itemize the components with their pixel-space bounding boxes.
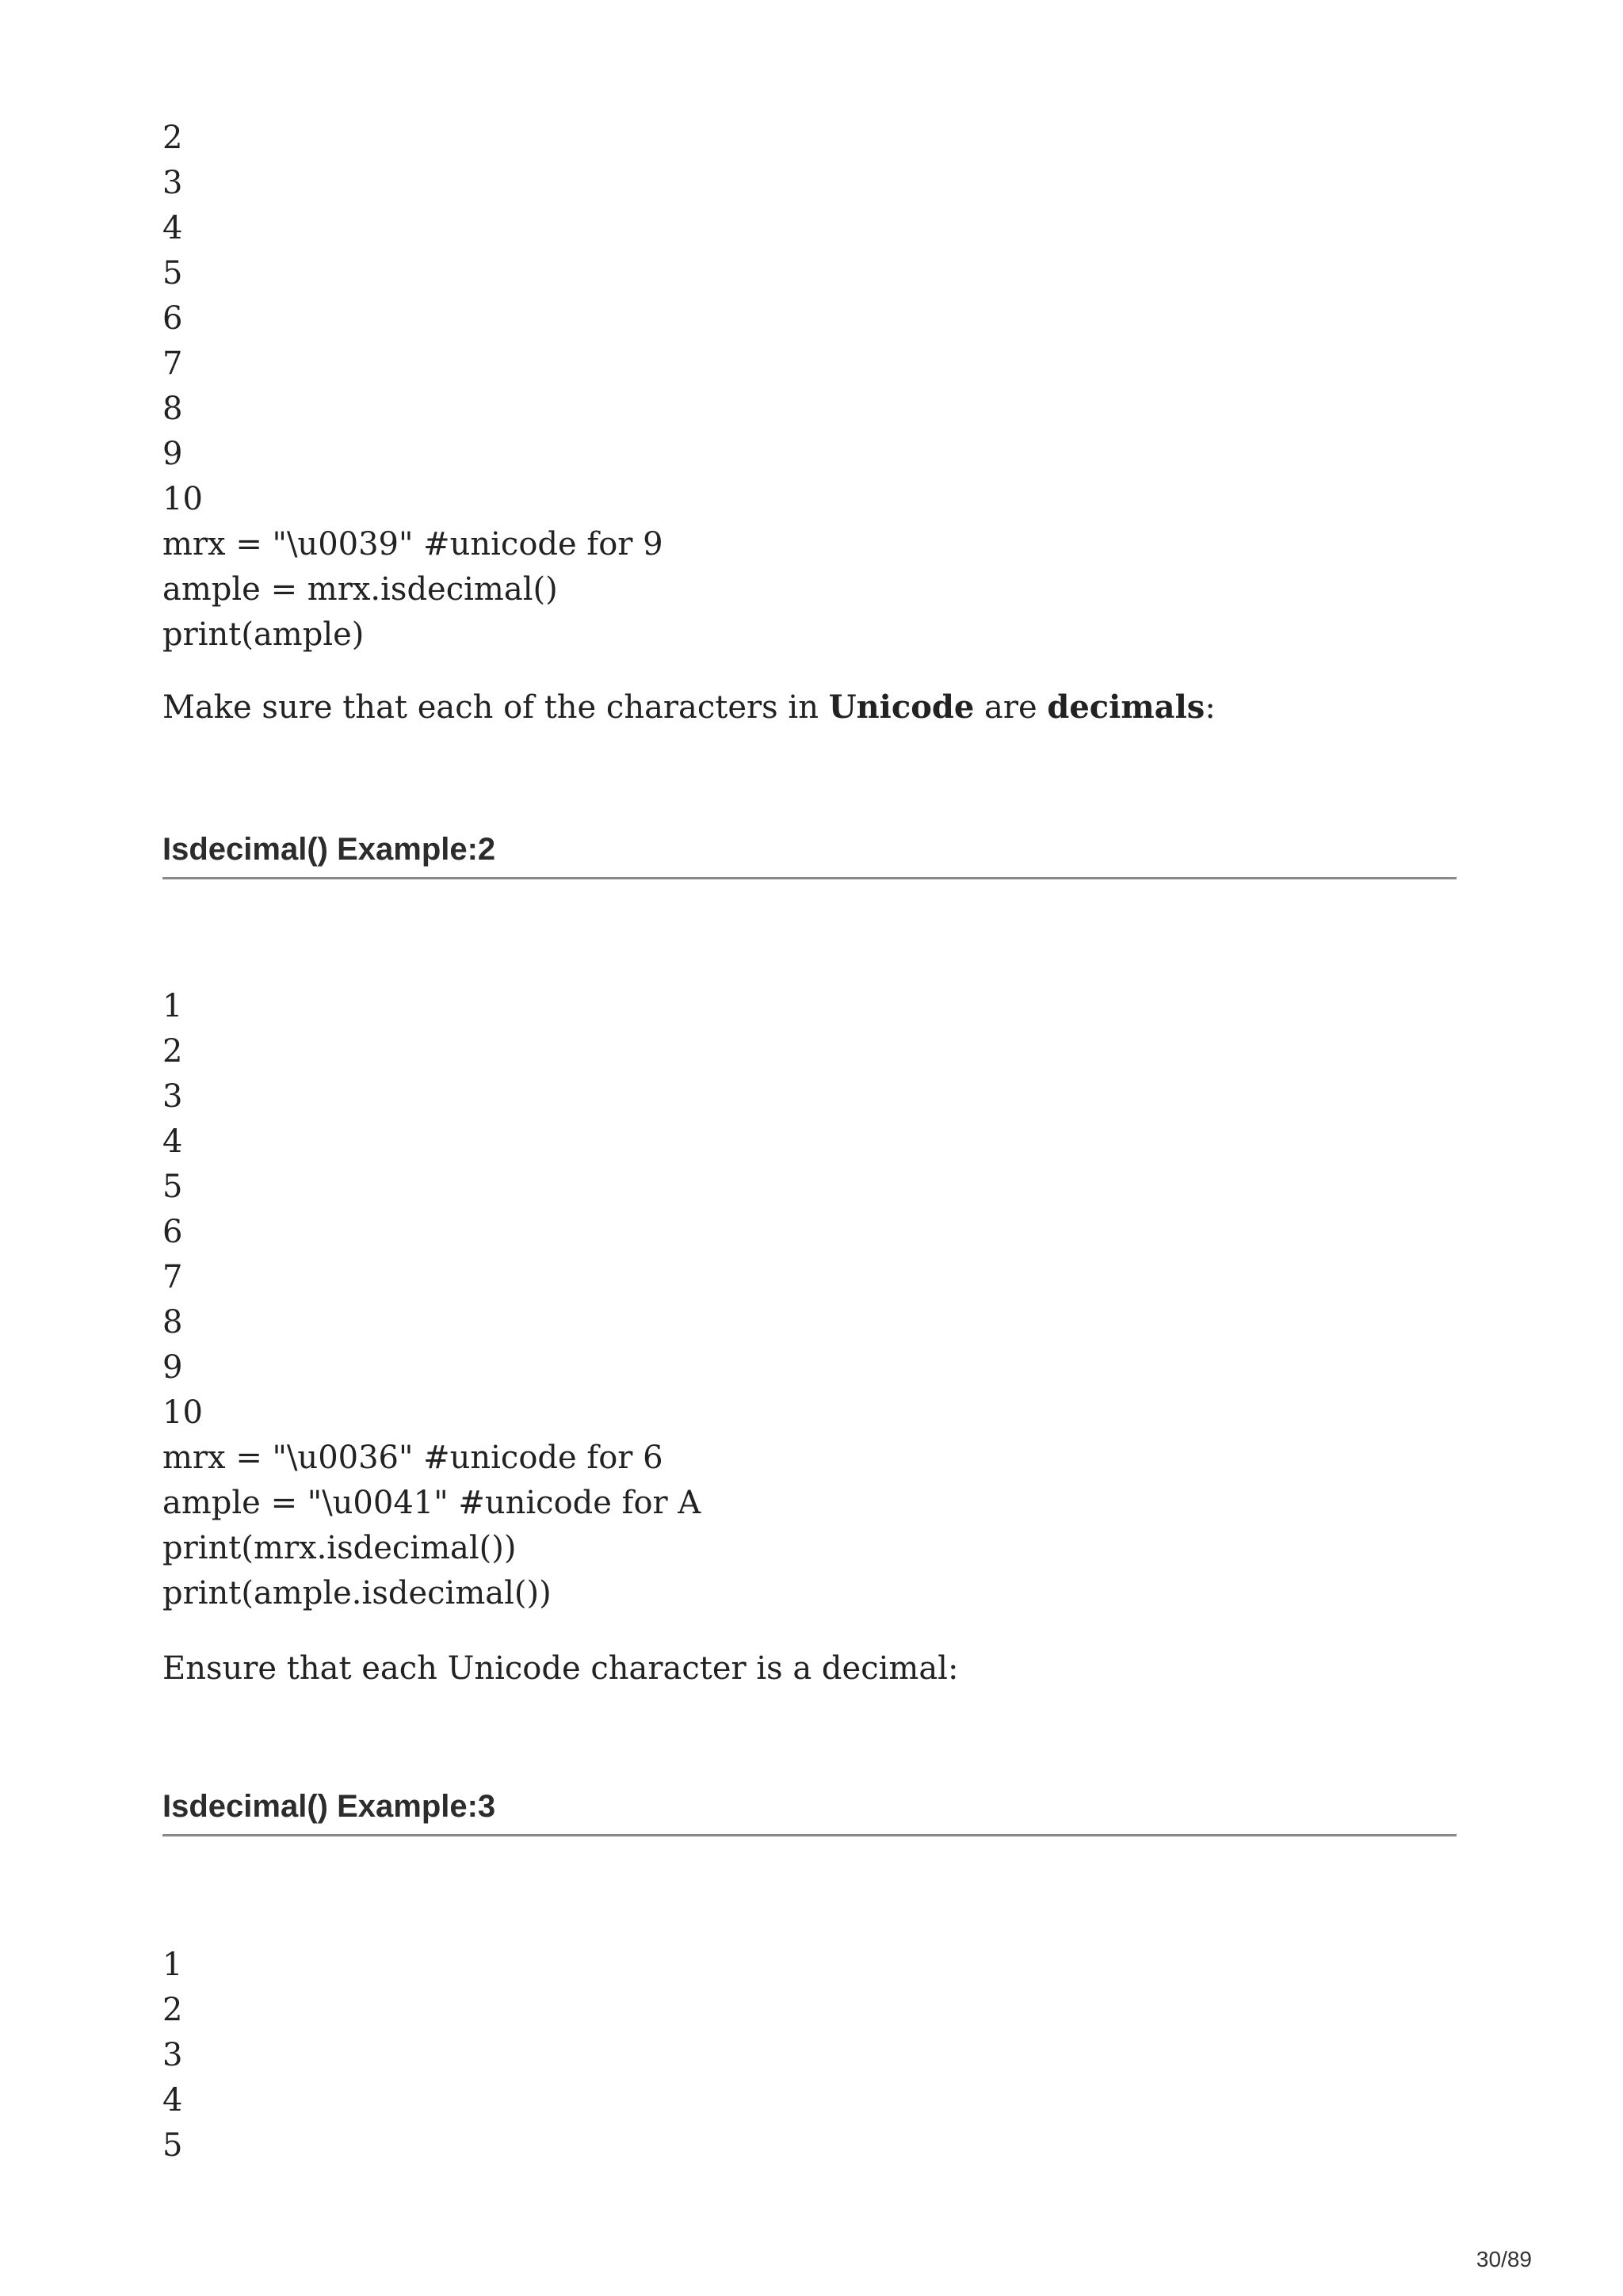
line-number: 2	[162, 120, 183, 156]
line-number: 4	[162, 1123, 183, 1160]
code-line: print(ample)	[162, 616, 365, 653]
code-line: print(mrx.isdecimal())	[162, 1530, 517, 1566]
description-bold-text: Unicode	[828, 688, 975, 726]
line-number: 5	[162, 255, 183, 292]
code-line: ample = "\u0041" #unicode for A	[162, 1485, 701, 1521]
line-number: 4	[162, 2082, 183, 2119]
description-text: are	[974, 689, 1048, 726]
line-number: 5	[162, 1169, 183, 1205]
code-listing-3	[162, 1943, 182, 2168]
line-number: 8	[162, 391, 183, 427]
section-heading-example-3: Isdecimal() Example:3	[162, 1789, 1457, 1836]
description-paragraph-2: Ensure that each Unicode character is a decimal:	[162, 1650, 959, 1687]
code-listing-1	[162, 116, 663, 658]
code-line: ample = mrx.isdecimal()	[162, 571, 558, 608]
description-text: :	[1205, 689, 1216, 726]
code-line: print(ample.isdecimal())	[162, 1575, 552, 1611]
description-paragraph-1	[162, 685, 1457, 730]
line-number: 9	[162, 436, 183, 472]
line-number: 10	[162, 481, 203, 517]
line-number: 5	[162, 2127, 183, 2164]
page-number: 30/89	[1476, 2247, 1532, 2271]
line-number: 2	[162, 1033, 183, 1070]
line-number: 9	[162, 1349, 183, 1386]
line-number: 3	[162, 1078, 183, 1115]
code-line: mrx = "\u0039" #unicode for 9	[162, 526, 663, 563]
line-number: 10	[162, 1394, 203, 1431]
line-number: 3	[162, 165, 183, 201]
description-bold-text: decimals	[1047, 688, 1205, 726]
line-number: 1	[162, 1947, 183, 1983]
line-number: 4	[162, 210, 183, 246]
line-number: 7	[162, 345, 183, 382]
line-number: 6	[162, 300, 183, 337]
line-number: 1	[162, 988, 183, 1024]
line-number: 7	[162, 1259, 183, 1295]
line-number: 8	[162, 1304, 183, 1341]
line-number: 2	[162, 1992, 183, 2028]
description-text: Make sure that each of the characters in	[162, 689, 829, 726]
section-heading-example-2: Isdecimal() Example:2	[162, 832, 1457, 879]
line-number: 6	[162, 1214, 183, 1250]
code-line: mrx = "\u0036" #unicode for 6	[162, 1440, 663, 1476]
code-listing-2	[162, 984, 701, 1616]
line-number: 3	[162, 2037, 183, 2073]
